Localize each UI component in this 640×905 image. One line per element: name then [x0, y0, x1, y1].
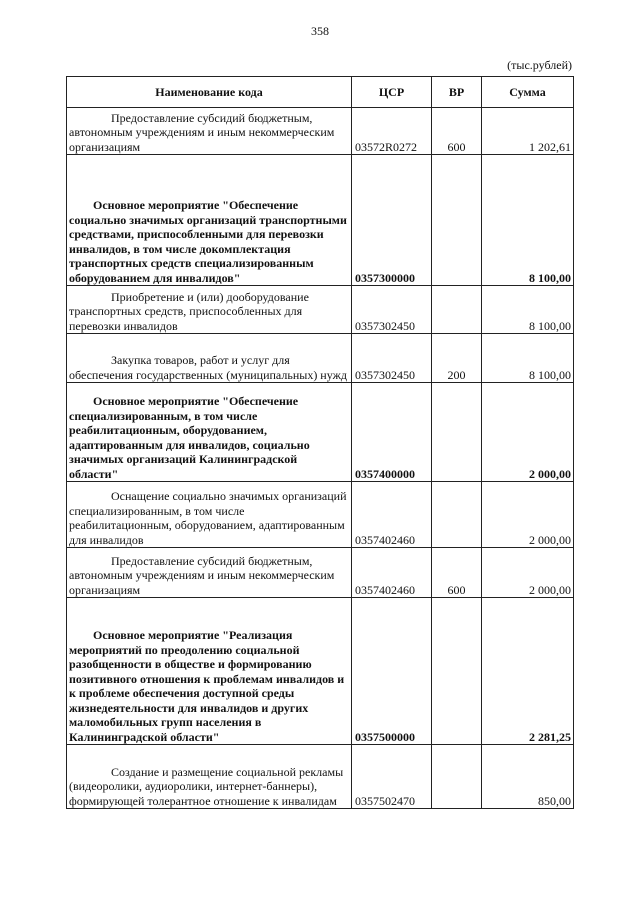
row-vr	[432, 155, 482, 286]
table-row	[67, 108, 574, 155]
row-vr	[432, 482, 482, 548]
row-vr	[432, 598, 482, 745]
row-sum: 2 281,25	[482, 598, 574, 745]
header-name: Наименование кода	[67, 77, 352, 108]
row-name: Создание и размещение социальной рекламы (видеоролики, аудиоролики, интернет-баннеры), формирующей толерантное отношение к инвалидам	[67, 745, 352, 809]
row-csr: 0357500000	[352, 598, 432, 745]
row-vr	[432, 383, 482, 482]
row-name: Оснащение социально значимых организаций специализированным, в том числе реабилитационным, оборудованием, адаптированным для инвалидов	[67, 482, 352, 548]
row-name: Основное мероприятие "Обеспечение специализированным, в том числе реабилитационным, оборудованием, адаптированным для инвалидов, социально значимых организаций Калининградской области"	[67, 383, 352, 482]
table-row	[67, 548, 574, 598]
table-row	[67, 383, 574, 482]
table-row	[67, 482, 574, 548]
row-name: Основное мероприятие "Реализация мероприятий по преодолению социальной разобщенности в обществе и формированию позитивного отношения к проблемам инвалидов и к проблеме обеспечения доступной среды жизнедеятельности для инвалидов и других маломобильных групп населения в Калининградской области"	[67, 598, 352, 745]
table-row	[67, 286, 574, 334]
row-name: Закупка товаров, работ и услуг для обеспечения государственных (муниципальных) нужд	[67, 334, 352, 383]
row-name: Основное мероприятие "Обеспечение социально значимых организаций транспортными средствами, приспособленными для перевозки инвалидов, в том числе докомплектация транспортных средств специализированным оборудованием для инвалидов"	[67, 155, 352, 286]
table-row	[67, 598, 574, 745]
units-label: (тыс.рублей)	[507, 58, 572, 72]
row-vr: 600	[432, 548, 482, 598]
header-csr: ЦСР	[352, 77, 432, 108]
row-vr	[432, 745, 482, 809]
row-csr: 0357302450	[352, 334, 432, 383]
row-vr: 200	[432, 334, 482, 383]
row-name: Приобретение и (или) дооборудование транспортных средств, приспособленных для перевозки инвалидов	[67, 286, 352, 334]
page-number: 358	[311, 24, 329, 38]
row-csr: 0357400000	[352, 383, 432, 482]
row-sum: 2 000,00	[482, 548, 574, 598]
row-sum: 1 202,61	[482, 108, 574, 155]
row-sum: 850,00	[482, 745, 574, 809]
row-csr: 0357502470	[352, 745, 432, 809]
row-sum: 8 100,00	[482, 286, 574, 334]
row-vr: 600	[432, 108, 482, 155]
row-csr: 0357300000	[352, 155, 432, 286]
row-name: Предоставление субсидий бюджетным, автономным учреждениям и иным некоммерческим организациям	[67, 108, 352, 155]
row-sum: 8 100,00	[482, 334, 574, 383]
budget-table	[66, 76, 574, 809]
row-sum: 8 100,00	[482, 155, 574, 286]
table-row	[67, 334, 574, 383]
row-sum: 2 000,00	[482, 383, 574, 482]
row-csr: 0357402460	[352, 482, 432, 548]
row-sum: 2 000,00	[482, 482, 574, 548]
header-sum: Сумма	[482, 77, 574, 108]
header-vr: ВР	[432, 77, 482, 108]
table-header-row	[67, 77, 574, 108]
row-csr: 0357402460	[352, 548, 432, 598]
table-row	[67, 155, 574, 286]
row-csr: 03572R0272	[352, 108, 432, 155]
row-name: Предоставление субсидий бюджетным, автономным учреждениям и иным некоммерческим организациям	[67, 548, 352, 598]
table-row	[67, 745, 574, 809]
row-vr	[432, 286, 482, 334]
row-csr: 0357302450	[352, 286, 432, 334]
